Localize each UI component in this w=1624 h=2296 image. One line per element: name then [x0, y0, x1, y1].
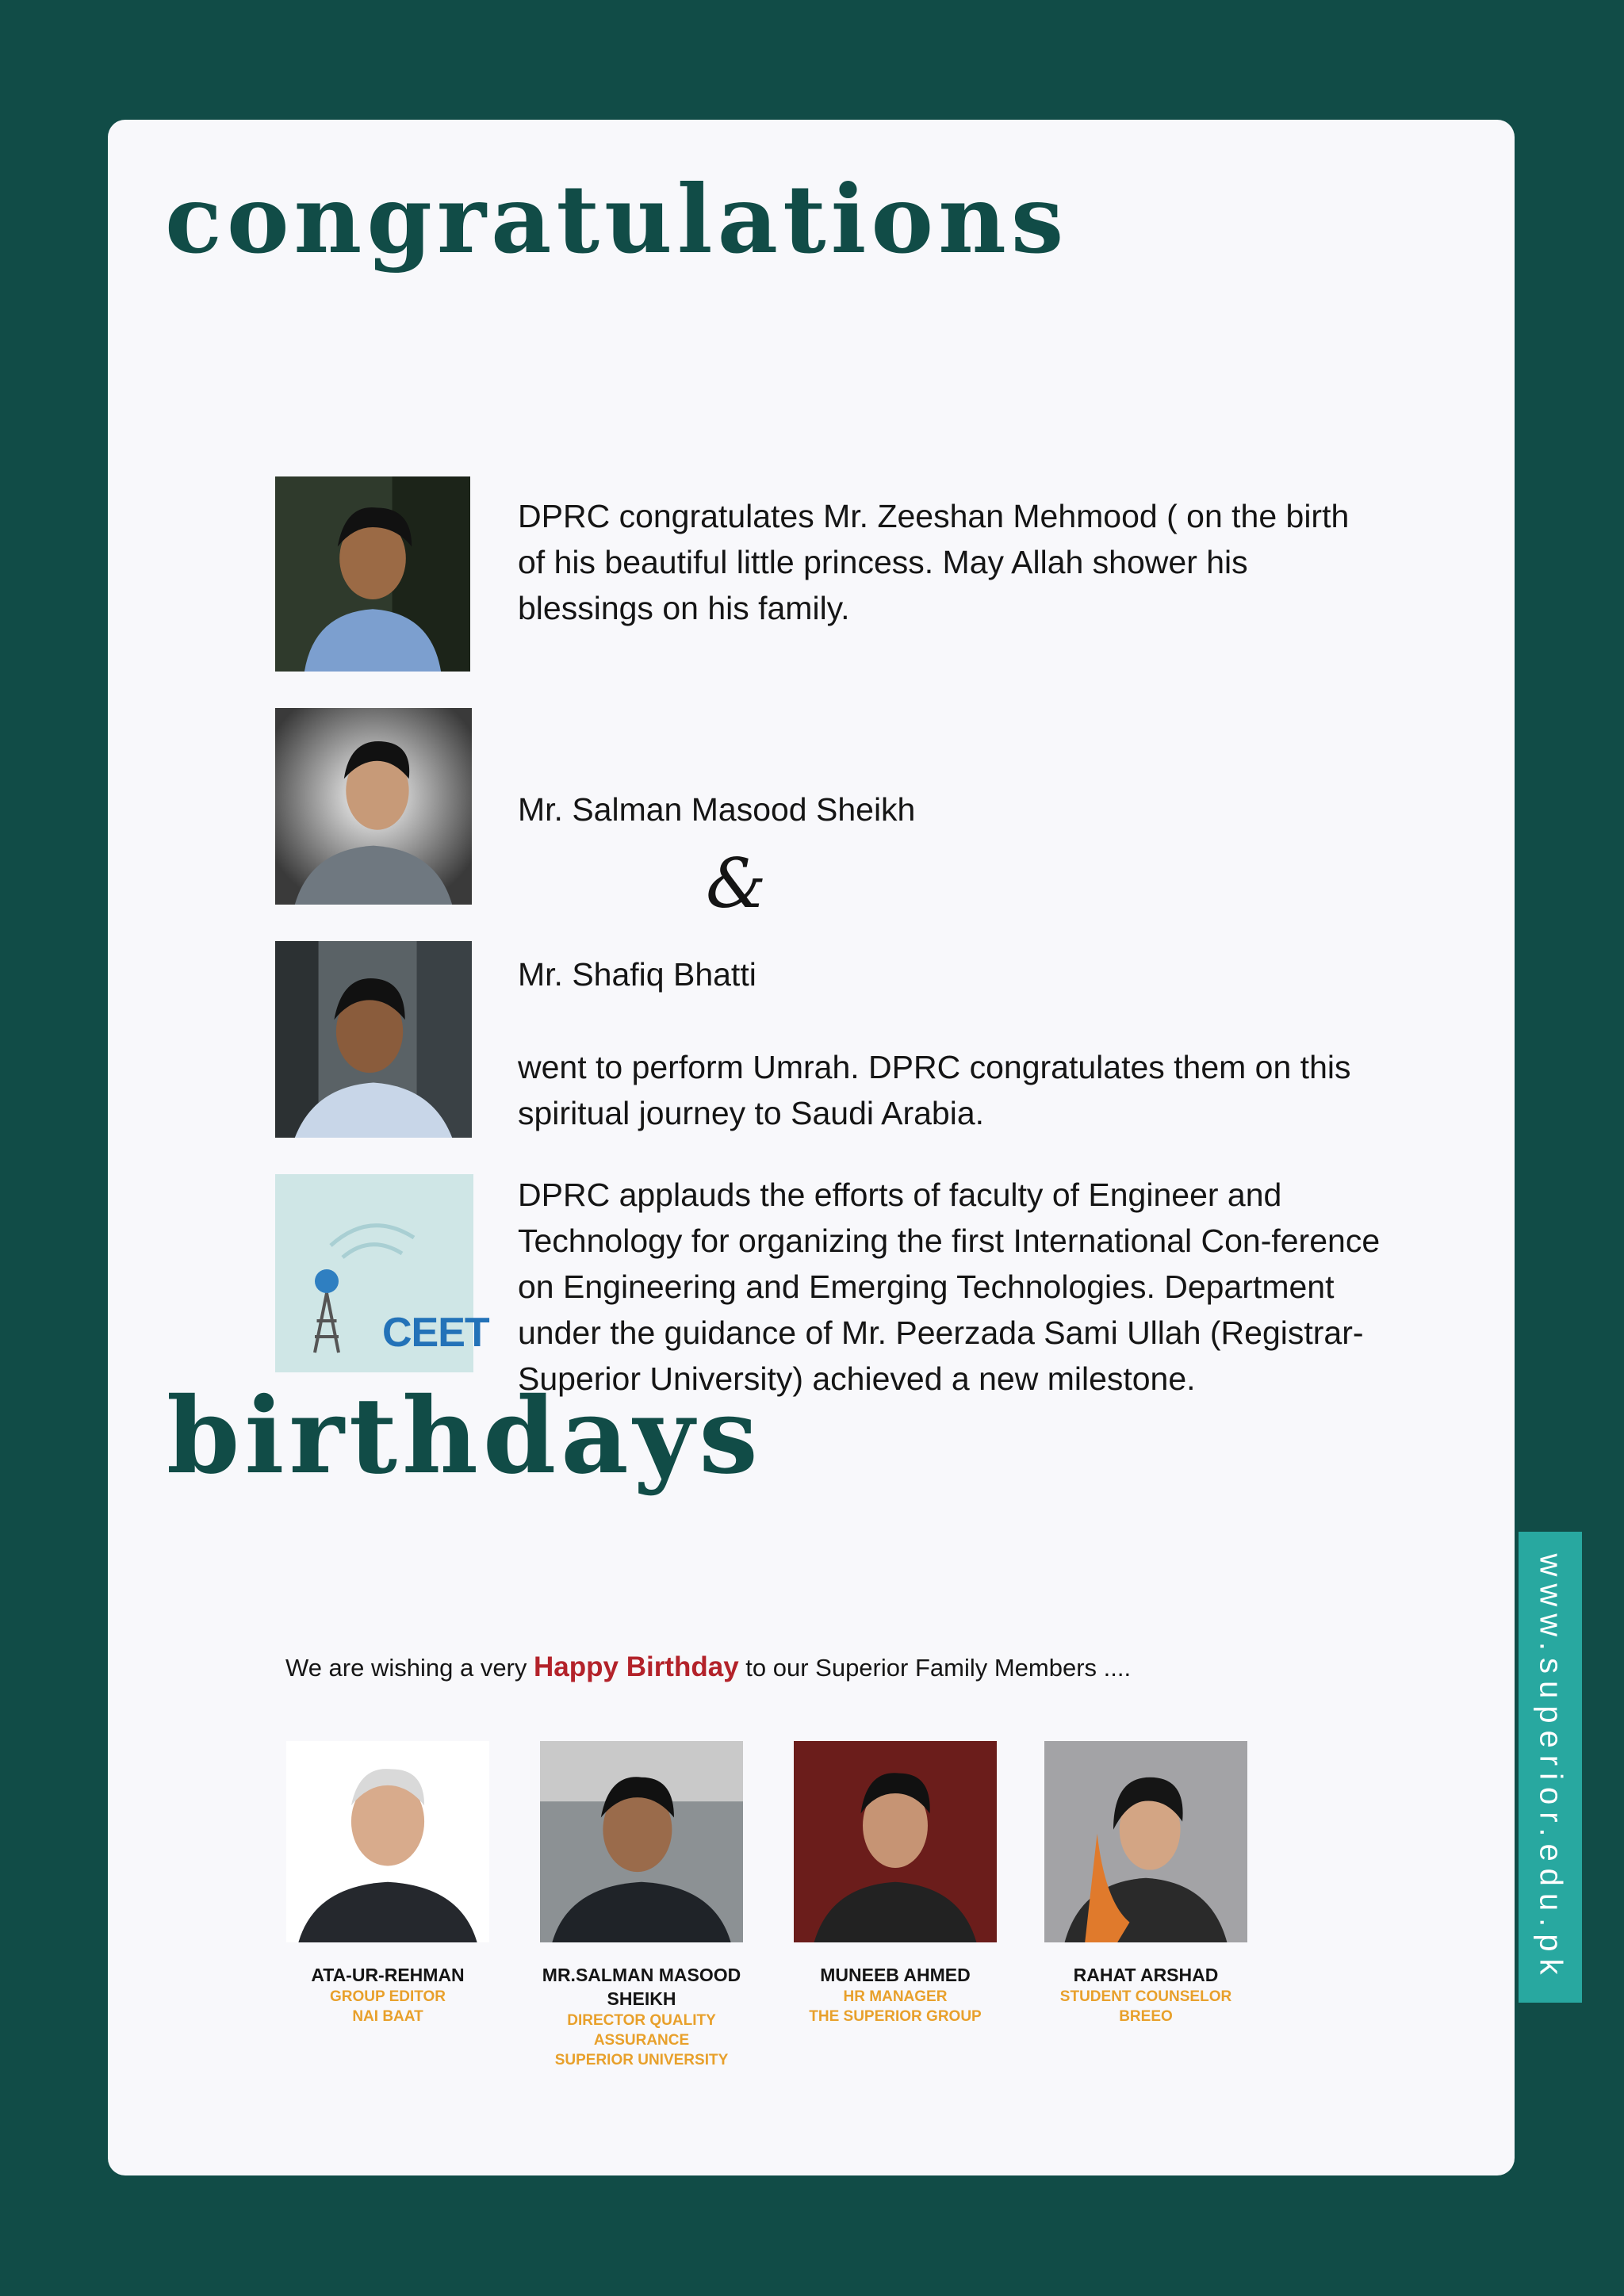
birthday-person-2: [523, 1741, 760, 2070]
website-side-tab[interactable]: [1519, 1532, 1582, 2003]
congrats-name-salman: Mr. Salman Masood Sheikh: [518, 791, 916, 828]
birthday-wish-line: [285, 1651, 1131, 1683]
photo-shafiq-bhatti: [275, 941, 472, 1138]
wish-after: to our Superior Family Members ....: [738, 1654, 1132, 1682]
person-name: RAHAT ARSHAD: [1073, 1965, 1219, 1985]
congrats-item1-text: DPRC congratulates Mr. Zeeshan Mehmood ( on the birth of his beautiful little princess. May Allah shower his blessings on his family.: [518, 498, 1350, 626]
ceet-logo: [275, 1174, 489, 1372]
ceet-logo-text: CEET: [382, 1310, 489, 1356]
photo-rahat-arshad: [1044, 1741, 1247, 1942]
photo-ata-ur-rehman: [286, 1741, 489, 1942]
person-role: GROUP EDITOR NAI BAAT: [329, 1988, 446, 2025]
congrats-item2-text: went to perform Umrah. DPRC congratulates them on this spiritual journey to Saudi Arabia.: [518, 1049, 1351, 1131]
congrats-item3-text: DPRC applauds the efforts of faculty of Engineer and Technology for organizing the first International Con-ference on Engineering and Emerging Technologies. Department under the guidance of Mr. Peerzada Sami Ullah (Registrar-Superior University) achieved a new milestone.: [518, 1177, 1381, 1397]
congrats-name-shafiq: Mr. Shafiq Bhatti: [518, 956, 756, 993]
ampersand-glyph: &: [706, 844, 767, 924]
birthdays-heading: birthdays: [167, 1375, 763, 1498]
person-name: MUNEEB AHMED: [820, 1965, 971, 1985]
person-role: DIRECTOR QUALITY ASSURANCE SUPERIOR UNIVERSITY: [554, 2012, 729, 2068]
birthday-person-4: [1027, 1741, 1265, 2026]
website-url: www.superior.edu.pk: [1533, 1552, 1568, 1982]
birthday-person-1: [269, 1741, 507, 2026]
photo-muneeb-ahmed: [794, 1741, 997, 1942]
person-name: MR.SALMAN MASOOD SHEIKH: [542, 1965, 741, 2009]
photo-salman-masood-sheikh-birthday: [540, 1741, 743, 1942]
wish-happy-birthday: Happy Birthday: [534, 1651, 739, 1682]
wish-before: We are wishing a very: [285, 1654, 534, 1682]
person-name: ATA-UR-REHMAN: [311, 1965, 465, 1985]
person-role: HR MANAGER THE SUPERIOR GROUP: [809, 1988, 982, 2025]
photo-salman-masood-sheikh: [275, 708, 472, 905]
congratulations-heading: congratulations: [165, 164, 1069, 274]
photo-zeeshan-mehmood: [275, 476, 470, 672]
person-role: STUDENT COUNSELOR BREEO: [1059, 1988, 1232, 2025]
birthday-person-3: [776, 1741, 1014, 2026]
